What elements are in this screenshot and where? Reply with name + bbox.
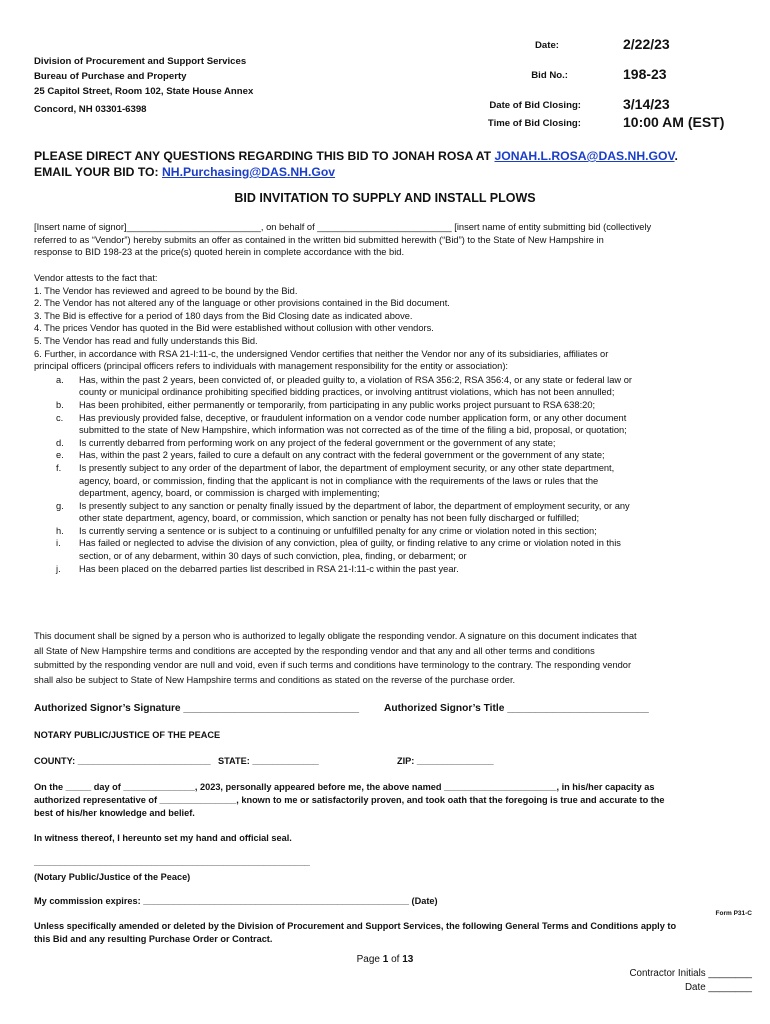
signing-note	[34, 629, 746, 687]
bid-no-value: 198-23	[623, 66, 667, 82]
form-number: Form P31-C	[715, 910, 752, 917]
attest-item: 1. The Vendor has reviewed and agreed to be bound by the Bid.	[34, 285, 298, 296]
statement-line: authorized representative of _______________, known to me or satisfactorily proven, and took oath that the foregoing is true and accurate to the	[34, 795, 665, 805]
sub-letter: b.	[56, 399, 64, 410]
sub-line: Has failed or neglected to advise the division of any conviction, plea of guilty, or finding relative to any crime or violation noted in this	[79, 538, 621, 549]
page-number	[0, 954, 770, 965]
signor-title-field[interactable]: Authorized Signor’s Title _________________________	[384, 703, 649, 714]
closing-time-value: 10:00 AM (EST)	[623, 114, 725, 130]
questions-text: PLEASE DIRECT ANY QUESTIONS REGARDING THIS BID TO JONAH ROSA AT	[34, 149, 495, 163]
notary-heading: NOTARY PUBLIC/JUSTICE OF THE PEACE	[34, 730, 221, 740]
email-bid-text: EMAIL YOUR BID TO:	[34, 165, 162, 179]
attestation-list	[34, 272, 746, 575]
attest-item: principal officers (principal officers refers to individuals with management responsibility for the entity or association):	[34, 361, 509, 372]
notary-signature-line[interactable]: ______________________________________________________	[34, 857, 310, 867]
note-line: shall also be subject to State of New Hampshire terms and conditions as stated on the reverse of the purchase order.	[34, 674, 516, 685]
state-field[interactable]: STATE: _____________	[218, 756, 319, 766]
sub-item-i	[34, 537, 746, 562]
sub-line: Has, within the past 2 years, been convicted of, or pleaded guilty to, a violation of RSA 356:2, RSA 356:4, or any state or federal law or	[79, 374, 632, 385]
note-line: This document shall be signed by a person who is authorized to legally obligate the responding vendor. A signature on this document indicates that	[34, 631, 637, 641]
sub-line: Has been prohibited, either permanently or temporarily, from participating in any public works project pursuant to RSA 638:20;	[79, 399, 596, 410]
attest-item: 5. The Vendor has read and fully understands this Bid.	[34, 335, 258, 346]
sub-letter: a.	[56, 374, 64, 385]
sub-item-h	[34, 525, 746, 538]
sub-line: agency, board, or commission, finding that the applicant is not in compliance with the requirements of the laws or rules that the	[79, 475, 599, 486]
agency-address	[34, 54, 253, 117]
attest-heading: Vendor attests to the fact that:	[34, 273, 158, 283]
sub-line: Is currently debarred from performing work on any project of the federal government or the government of any state;	[79, 437, 556, 448]
page-total: 13	[402, 954, 414, 965]
intro-line: referred to as “Vendor”) hereby submits an offer as contained in the written bid submitted herewith (“Bid”) to the State of New Hampshire in	[34, 234, 604, 245]
sub-letter: j.	[56, 563, 61, 574]
questions-line	[34, 148, 678, 164]
date-value: 2/22/23	[623, 36, 670, 52]
agency-city: Concord, NH 03301-6398	[34, 104, 147, 115]
witness-statement: In witness thereof, I hereunto set my hand and official seal.	[34, 833, 292, 843]
agency-line: 25 Capitol Street, Room 102, State House Annex	[34, 86, 254, 97]
commission-field[interactable]: My commission expires: ____________________________________________________ (Date)	[34, 896, 438, 906]
sub-line: other state department, agency, board, or commission, which sanction or penalty has not been fully discharged or fulfilled;	[79, 513, 580, 524]
contractor-initials-field[interactable]: Contractor Initials ________	[629, 968, 752, 979]
sub-line: department, agency, board, or commission is charged with implementing;	[79, 488, 380, 499]
bid-no-label: Bid No.:	[531, 70, 568, 81]
intro-paragraph	[34, 221, 746, 259]
closing-date-label: Date of Bid Closing:	[489, 100, 581, 111]
sub-item-b	[34, 399, 746, 412]
sub-letter: c.	[56, 412, 64, 423]
notary-label: (Notary Public/Justice of the Peace)	[34, 872, 191, 882]
email-bid-line	[34, 164, 678, 180]
sub-line: submitted to the state of New Hampshire, which information was not corrected as of the time of the filing a bid, proposal, or quotation;	[79, 425, 627, 436]
notary-statement	[34, 781, 746, 820]
page-current: 1	[382, 954, 389, 965]
sub-item-c	[34, 412, 746, 437]
sub-line: Is currently serving a sentence or is subject to a continuing or unfulfilled penalty for any crime or violation noted in this section;	[79, 525, 597, 536]
attest-item: 4. The prices Vendor has quoted in the Bid were established without collusion with other vendors.	[34, 323, 434, 334]
note-line: submitted by the responding vendor are null and void, even if such terms and conditions have terminology to the contrary. The responding vendor	[34, 660, 632, 671]
closing-time-label: Time of Bid Closing:	[487, 118, 581, 129]
note-line: all State of New Hampshire terms and conditions are accepted by the responding vendor and that any and all other terms and conditions	[34, 645, 595, 656]
sub-line: Is presently subject to any sanction or penalty finally issued by the department of labor, the department of employment security, or any	[79, 500, 630, 511]
contact-block	[34, 148, 678, 180]
attest-item: 6. Further, in accordance with RSA 21-I:11-c, the undersigned Vendor certifies that neither the Vendor nor any of its subsidiaries, affiliates or	[34, 348, 609, 359]
questions-email-link[interactable]: JONAH.L.ROSA@DAS.NH.GOV	[494, 149, 675, 163]
agency-line: Bureau of Purchase and Property	[34, 71, 187, 82]
sub-line: Has, within the past 2 years, failed to cure a default on any contract with the federal government or the government of any state;	[79, 450, 605, 461]
sub-letter: h.	[56, 525, 64, 536]
signature-field[interactable]: Authorized Signor’s Signature _______________________________	[34, 703, 360, 714]
terms-line: Unless specifically amended or deleted by the Division of Procurement and Support Services, the following General Terms and Conditions apply to	[34, 921, 677, 931]
statement-line: best of his/her knowledge and belief.	[34, 808, 195, 818]
questions-suffix: .	[674, 149, 678, 163]
page-prefix: Page	[356, 954, 383, 965]
sub-item-a	[34, 374, 746, 399]
sub-item-f	[34, 462, 746, 500]
page-of: of	[388, 954, 403, 965]
closing-date-value: 3/14/23	[623, 96, 670, 112]
agency-line: Division of Procurement and Support Services	[34, 56, 247, 67]
sub-letter: i.	[56, 538, 61, 549]
sub-item-g	[34, 500, 746, 525]
intro-line: [Insert name of signor]__________________________, on behalf of __________________________ [insert name of entity submitting bid (collectively	[34, 222, 652, 232]
sub-line: section, or of any debarment, within 30 days of such conviction, plea, finding, or debarment; or	[79, 551, 467, 562]
sub-item-j	[34, 563, 746, 576]
sub-item-d	[34, 437, 746, 450]
terms-line: this Bid and any resulting Purchase Order or Contract.	[34, 934, 273, 944]
intro-line: response to BID 198-23 at the price(s) quoted herein in complete accordance with the bid.	[34, 247, 405, 258]
sub-item-e	[34, 449, 746, 462]
attest-item: 2. The Vendor has not altered any of the language or other provisions contained in the Bid document.	[34, 298, 450, 309]
statement-line: On the _____ day of ______________, 2023, personally appeared before me, the above named ______________________, in his/her capacity as	[34, 782, 655, 792]
document-title: BID INVITATION TO SUPPLY AND INSTALL PLOWS	[234, 191, 536, 205]
sub-line: Has been placed on the debarred parties list described in RSA 21-I:11-c within the past year.	[79, 563, 459, 574]
sub-letter: d.	[56, 437, 64, 448]
attest-item: 3. The Bid is effective for a period of 180 days from the Bid Closing date as indicated above.	[34, 310, 413, 321]
county-field[interactable]: COUNTY: __________________________	[34, 756, 211, 766]
sub-letter: g.	[56, 500, 64, 511]
zip-field[interactable]: ZIP: _______________	[397, 756, 494, 766]
terms-note	[34, 920, 746, 946]
purchasing-email-link[interactable]: NH.Purchasing@DAS.NH.Gov	[161, 165, 336, 179]
sub-line: Has previously provided false, deceptive, or fraudulent information on a vendor code number application form, or any other document	[79, 412, 627, 423]
sub-line: county or municipal ordinance prohibiting specified bidding practices, or involving antitrust violations, which has not been annulled;	[79, 387, 615, 398]
sub-letter: f.	[56, 462, 62, 473]
date-label: Date:	[535, 40, 559, 51]
sub-letter: e.	[56, 450, 64, 461]
sub-line: Is presently subject to any order of the department of labor, the department of employment security, or any other state department,	[79, 462, 615, 473]
contractor-date-field[interactable]: Date ________	[684, 982, 752, 993]
